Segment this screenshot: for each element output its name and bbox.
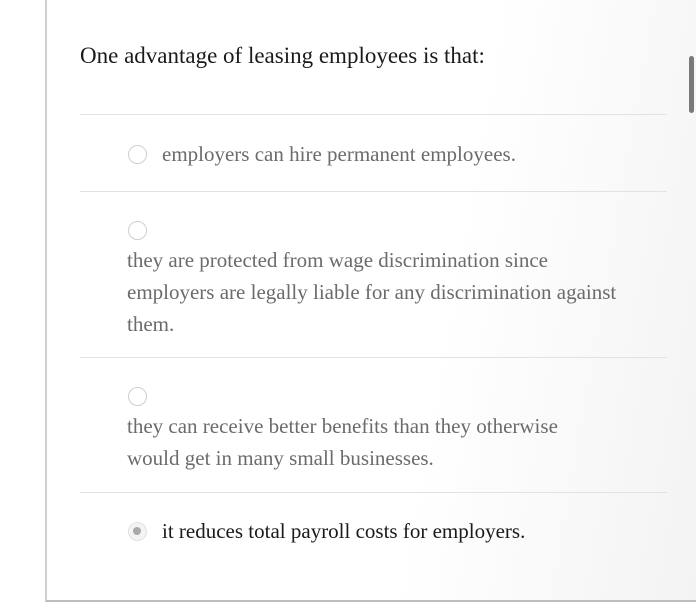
divider	[80, 357, 667, 358]
divider	[80, 191, 667, 192]
radio-button-4-selected[interactable]	[128, 522, 147, 541]
option-label-2: they are protected from wage discrimination since employers are legally liable for any discrimination against them.	[127, 248, 617, 336]
question-card	[45, 0, 696, 602]
radio-button-2[interactable]	[128, 221, 147, 240]
option-label-1: employers can hire permanent employees.	[162, 142, 516, 166]
radio-button-3[interactable]	[128, 387, 147, 406]
divider	[80, 492, 667, 493]
option-label-4: it reduces total payroll costs for employers.	[162, 519, 526, 543]
option-label-3: they can receive better benefits than they otherwise would get in many small businesses.	[127, 414, 558, 470]
question-text: One advantage of leasing employees is that:	[80, 43, 485, 68]
scrollbar-thumb[interactable]	[689, 56, 694, 113]
divider	[80, 114, 667, 115]
radio-button-1[interactable]	[128, 145, 147, 164]
